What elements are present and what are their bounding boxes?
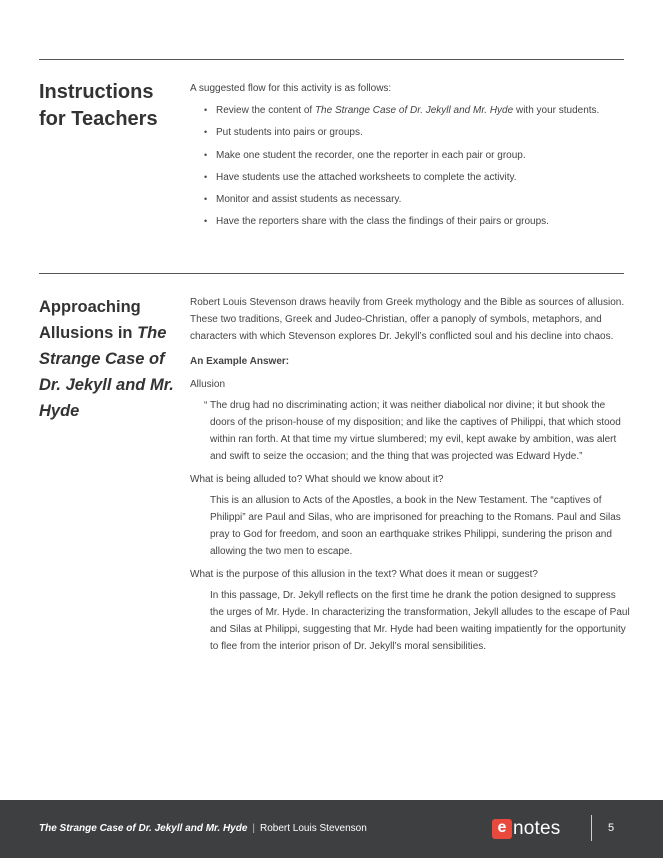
top-rule [39,59,624,60]
allusions-body [190,294,630,661]
step-item: • Put students into pairs or groups. [204,124,630,141]
footer-divider [591,815,592,841]
step-item: • Have the reporters share with the class the findings of their pairs or groups. [204,213,630,230]
logo-wordmark: notes [513,818,561,839]
instructions-body [190,80,630,236]
instructions-intro: A suggested flow for this activity is as follows: [190,83,392,94]
allusions-lede: Robert Louis Stevenson draws heavily from Greek mythology and the Bible as sources of allusion. These two traditions, Greek and Judeo-Christian, offer a panoply of symbols, metaphors, and characters with which Stevenson explores Dr. Jekyll’s conflicted soul and his decline into chaos. [190,297,625,342]
question-1: What is being alluded to? What should we know about it? [190,474,444,485]
page-number: 5 [608,822,615,834]
allusions-heading: Approaching Allusions in The Strange Case of Dr. Jekyll and Mr. Hyde [39,298,174,420]
allusion-label: Allusion [190,379,226,390]
step-item: • Review the content of The Strange Case of Dr. Jekyll and Mr. Hyde with your students. [204,102,630,119]
question-2: What is the purpose of this allusion in the text? What does it mean or suggest? [190,569,538,580]
instructions-heading: Instructions for Teachers [39,81,158,130]
step-item: • Monitor and assist students as necessary. [204,191,630,208]
answer-1: This is an allusion to Acts of the Apostles, a book in the New Testament. The “captives of Philippi” are Paul and Silas, who are imprisoned for preaching to the Romans. Paul and Silas pray to God for freedom, and soon an earthquake strikes Philippi, sundering the prison and allowing the two men to escape. [210,495,621,557]
step-item: • Have students use the attached worksheets to complete the activity. [204,169,630,186]
allusion-quote: “ The drug had no discriminating action; it was neither diabolical nor divine; it but shook the doors of the prison-house of my disposition; and like the captives of Philippi, that which stood within ran forth. At that time my virtue slumbered; my evil, kept awake by ambition, was alert and swift to seize the occasion; and the thing that was projected was Edward Hyde.” [204,400,621,462]
enotes-logo [492,818,560,840]
answer-2: In this passage, Dr. Jekyll reflects on the first time he drank the potion designed to suppress the urges of Mr. Hyde. In characterizing the transformation, Jekyll alludes to the escape of Paul and Silas at Philippi, suggesting that Mr. Hyde had been waiting impatiently for the opportunity to flee from the interior prison of Dr. Jekyll’s moral sensibilities. [210,590,630,652]
page-footer [0,800,663,858]
steps-list [190,102,630,230]
middle-rule [39,273,624,274]
footer-title: The Strange Case of Dr. Jekyll and Mr. Hyde | Robert Louis Stevenson [39,823,367,834]
logo-e-mark: e [492,819,512,839]
example-label: An Example Answer: [190,356,290,367]
step-item: • Make one student the recorder, one the reporter in each pair or group. [204,147,630,164]
